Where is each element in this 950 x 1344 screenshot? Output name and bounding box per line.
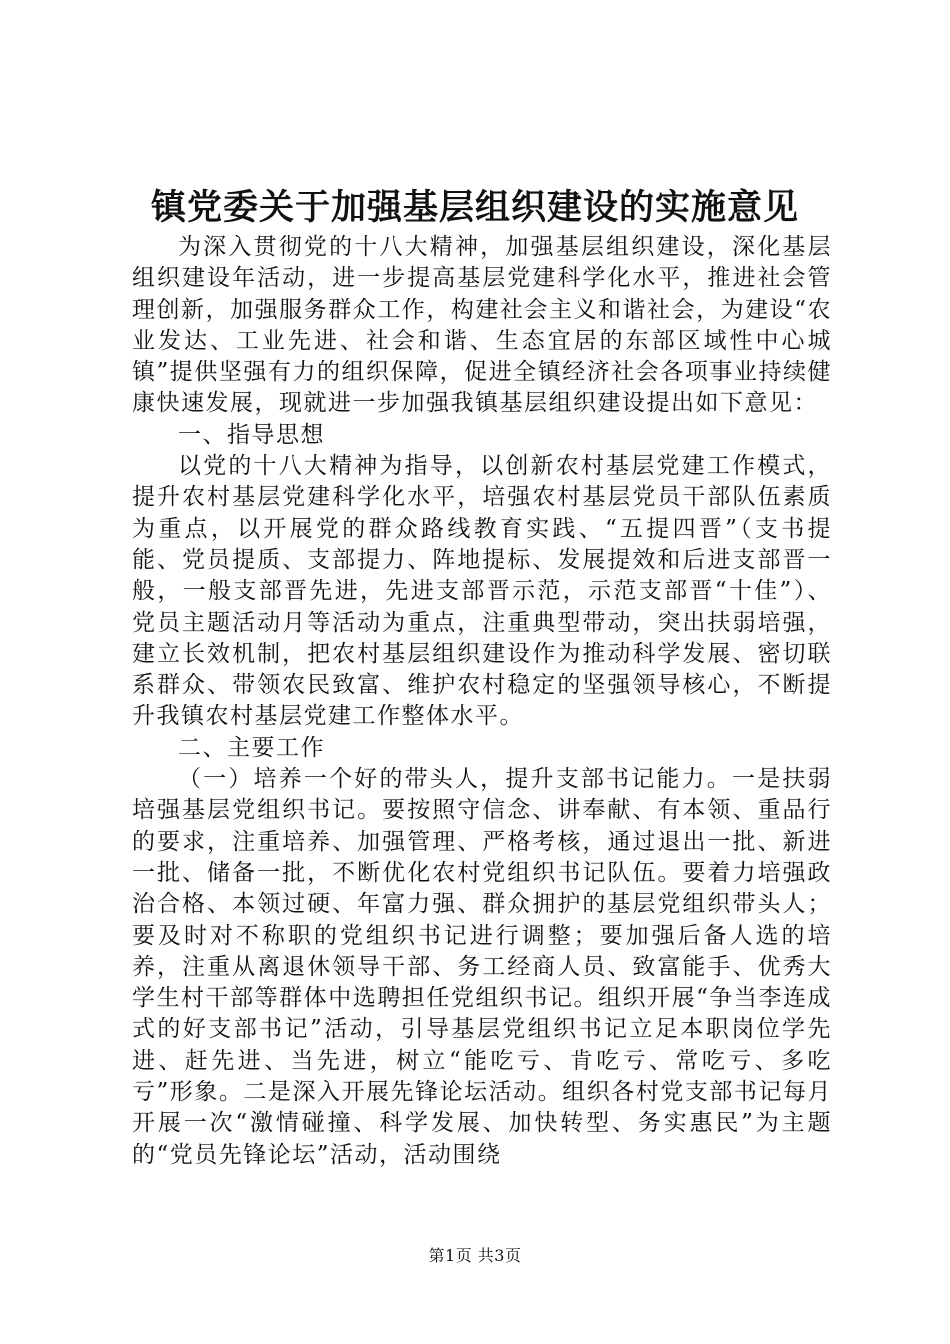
main-work-paragraph: （一）培养一个好的带头人，提升支部书记能力。一是扶弱培强基层党组织书记。要按照守信念、讲奉献、有本领、重品行的要求，注重培养、加强管理、严格考核，通过退出一批、新进一批、储备一批，不断优化农村党组织书记队伍。要着力培强政治合格、本领过硬、年富力强、群众拥护的基层党组织带头人；要及时对不称职的党组织书记进行调整；要加强后备人选的培养，注重从离退休领导干部、务工经商人员、致富能手、优秀大学生村干部等群体中选聘担任党组织书记。组织开展“争当李连成式的好支部书记”活动，引导基层党组织书记立足本职岗位学先进、赶先进、当先进，树立“能吃亏、肯吃亏、常吃亏、多吃亏”形象。二是深入开展先锋论坛活动。组织各村党支部书记每月开展一次“激情碰撞、科学发展、加快转型、务实惠民”为主题的“党员先锋论坛”活动，活动围绕: [132, 766, 832, 1168]
document-title: 镇党委关于加强基层组织建设的实施意见: [150, 187, 799, 228]
section-heading-main-work: 二、主要工作: [178, 734, 325, 761]
section-heading-guiding-ideology: 一、指导思想: [178, 421, 325, 448]
page-number-footer: 第1页 共3页: [428, 1246, 522, 1265]
document-body: [132, 232, 832, 1171]
guiding-ideology-paragraph: 以党的十八大精神为指导，以创新农村基层党建工作模式，提升农村基层党建科学化水平，培强农村基层党员干部队伍素质为重点，以开展党的群众路线教育实践、“五提四晋”（支书提能、党员提质、支部提力、阵地提标、发展提效和后进支部晋一般，一般支部晋先进，先进支部晋示范，示范支部晋“十佳”）、党员主题活动月等活动为重点，注重典型带动，突出扶弱培强，建立长效机制，把农村基层组织建设作为推动科学发展、密切联系群众、带领农民致富、维护农村稳定的坚强领导核心，不断提升我镇农村基层党建工作整体水平。: [132, 453, 832, 730]
intro-paragraph: 为深入贯彻党的十八大精神，加强基层组织建设，深化基层组织建设年活动，进一步提高基层党建科学化水平，推进社会管理创新，加强服务群众工作，构建社会主义和谐社会，为建设“农业发达、工业先进、社会和谐、生态宜居的东部区域性中心城镇”提供坚强有力的组织保障，促进全镇经济社会各项事业持续健康快速发展，现就进一步加强我镇基层组织建设提出如下意见：: [132, 234, 832, 417]
